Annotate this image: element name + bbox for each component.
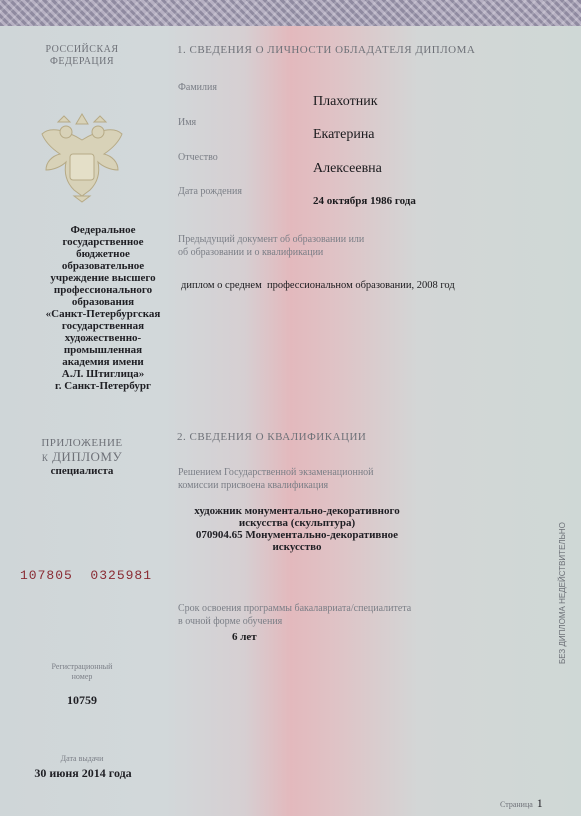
- validity-side-note: БЕЗ ДИПЛОМА НЕДЕЙСТВИТЕЛЬНО: [558, 522, 567, 664]
- organization-line: государственная: [61, 320, 145, 332]
- previous-document-value: диплом о среднем профессиональном образовании, 2008 год: [181, 280, 455, 291]
- qualification-line: искусства (скульптура): [238, 517, 356, 529]
- appendix-line: ПРИЛОЖЕНИЕ: [41, 437, 123, 449]
- qualification-line: художник монументально-декоративного: [194, 505, 400, 517]
- organization-name: [38, 224, 168, 392]
- organization-line: государственное: [62, 236, 144, 248]
- organization-line: г. Санкт-Петербург: [55, 380, 151, 392]
- section2-title: 2. СВЕДЕНИЯ О КВАЛИФИКАЦИИ: [177, 431, 367, 443]
- qualification-line: искусство: [272, 541, 322, 553]
- birthdate-value: 24 октября 1986 года: [313, 195, 416, 207]
- surname-value: Плахотник: [313, 94, 378, 109]
- study-term-label-line: в очной форме обучения: [178, 616, 283, 627]
- name-label: Имя: [178, 117, 197, 128]
- study-term-label-line: Срок освоения программы бакалавриата/специалитета: [178, 603, 412, 614]
- organization-line: профессионального: [53, 284, 153, 296]
- organization-line: образования: [71, 296, 135, 308]
- coat-of-arms-emblem: [36, 110, 128, 204]
- page-indicator: [500, 794, 543, 812]
- qualification-value: [192, 505, 402, 553]
- previous-document-label: [178, 233, 364, 259]
- issue-date-label: Дата выдачи: [60, 754, 104, 763]
- organization-line: академия имени: [62, 356, 144, 368]
- organization-line: учреждение высшего: [50, 272, 156, 284]
- security-guilloche-band: [0, 0, 581, 26]
- organization-line: «Санкт-Петербургская: [45, 308, 161, 320]
- surname-label: Фамилия: [178, 82, 217, 93]
- registration-label-line: Регистрационный: [51, 662, 113, 671]
- registration-label: [30, 662, 134, 682]
- issue-date: 30 июня 2014 года: [34, 766, 132, 780]
- organization-line: бюджетное: [76, 248, 130, 260]
- page-label: Страница: [500, 800, 533, 809]
- previous-document-label-line: Предыдущий документ об образовании или: [178, 234, 365, 245]
- page-number: 1: [536, 796, 543, 810]
- qualification-decision-label: [178, 466, 374, 492]
- section1-title: 1. СВЕДЕНИЯ О ЛИЧНОСТИ ОБЛАДАТЕЛЯ ДИПЛОМА: [177, 44, 476, 56]
- qualification-line: 070904.65 Монументально-декоративное: [195, 529, 399, 541]
- serial-number: 107805 0325981: [20, 568, 153, 583]
- appendix-line: к ДИПЛОМУ: [41, 449, 123, 464]
- country-name: [36, 44, 128, 68]
- previous-document-label-line: об образовании и о квалификации: [178, 247, 324, 258]
- country-line: РОССИЙСКАЯ: [45, 44, 119, 55]
- appendix-title: [30, 436, 134, 478]
- patronymic-value: Алексеевна: [313, 161, 382, 176]
- country-line: ФЕДЕРАЦИЯ: [49, 56, 115, 67]
- study-term-label: [178, 602, 411, 628]
- organization-line: промышленная: [63, 344, 143, 356]
- registration-label-line: номер: [71, 672, 93, 681]
- qualification-decision-label-line: комиссии присвоена квалификация: [178, 480, 329, 491]
- birthdate-label: Дата рождения: [178, 186, 242, 197]
- study-term-value: 6 лет: [232, 631, 257, 643]
- appendix-type: специалиста: [50, 465, 114, 477]
- patronymic-label: Отчество: [178, 152, 218, 163]
- qualification-decision-label-line: Решением Государственной экзаменационной: [178, 467, 374, 478]
- organization-line: А.Л. Штиглица»: [61, 368, 145, 380]
- organization-line: Федеральное: [70, 224, 136, 236]
- name-value: Екатерина: [313, 127, 375, 142]
- registration-number: 10759: [67, 693, 97, 707]
- organization-line: художественно-: [64, 332, 142, 344]
- organization-line: образовательное: [61, 260, 145, 272]
